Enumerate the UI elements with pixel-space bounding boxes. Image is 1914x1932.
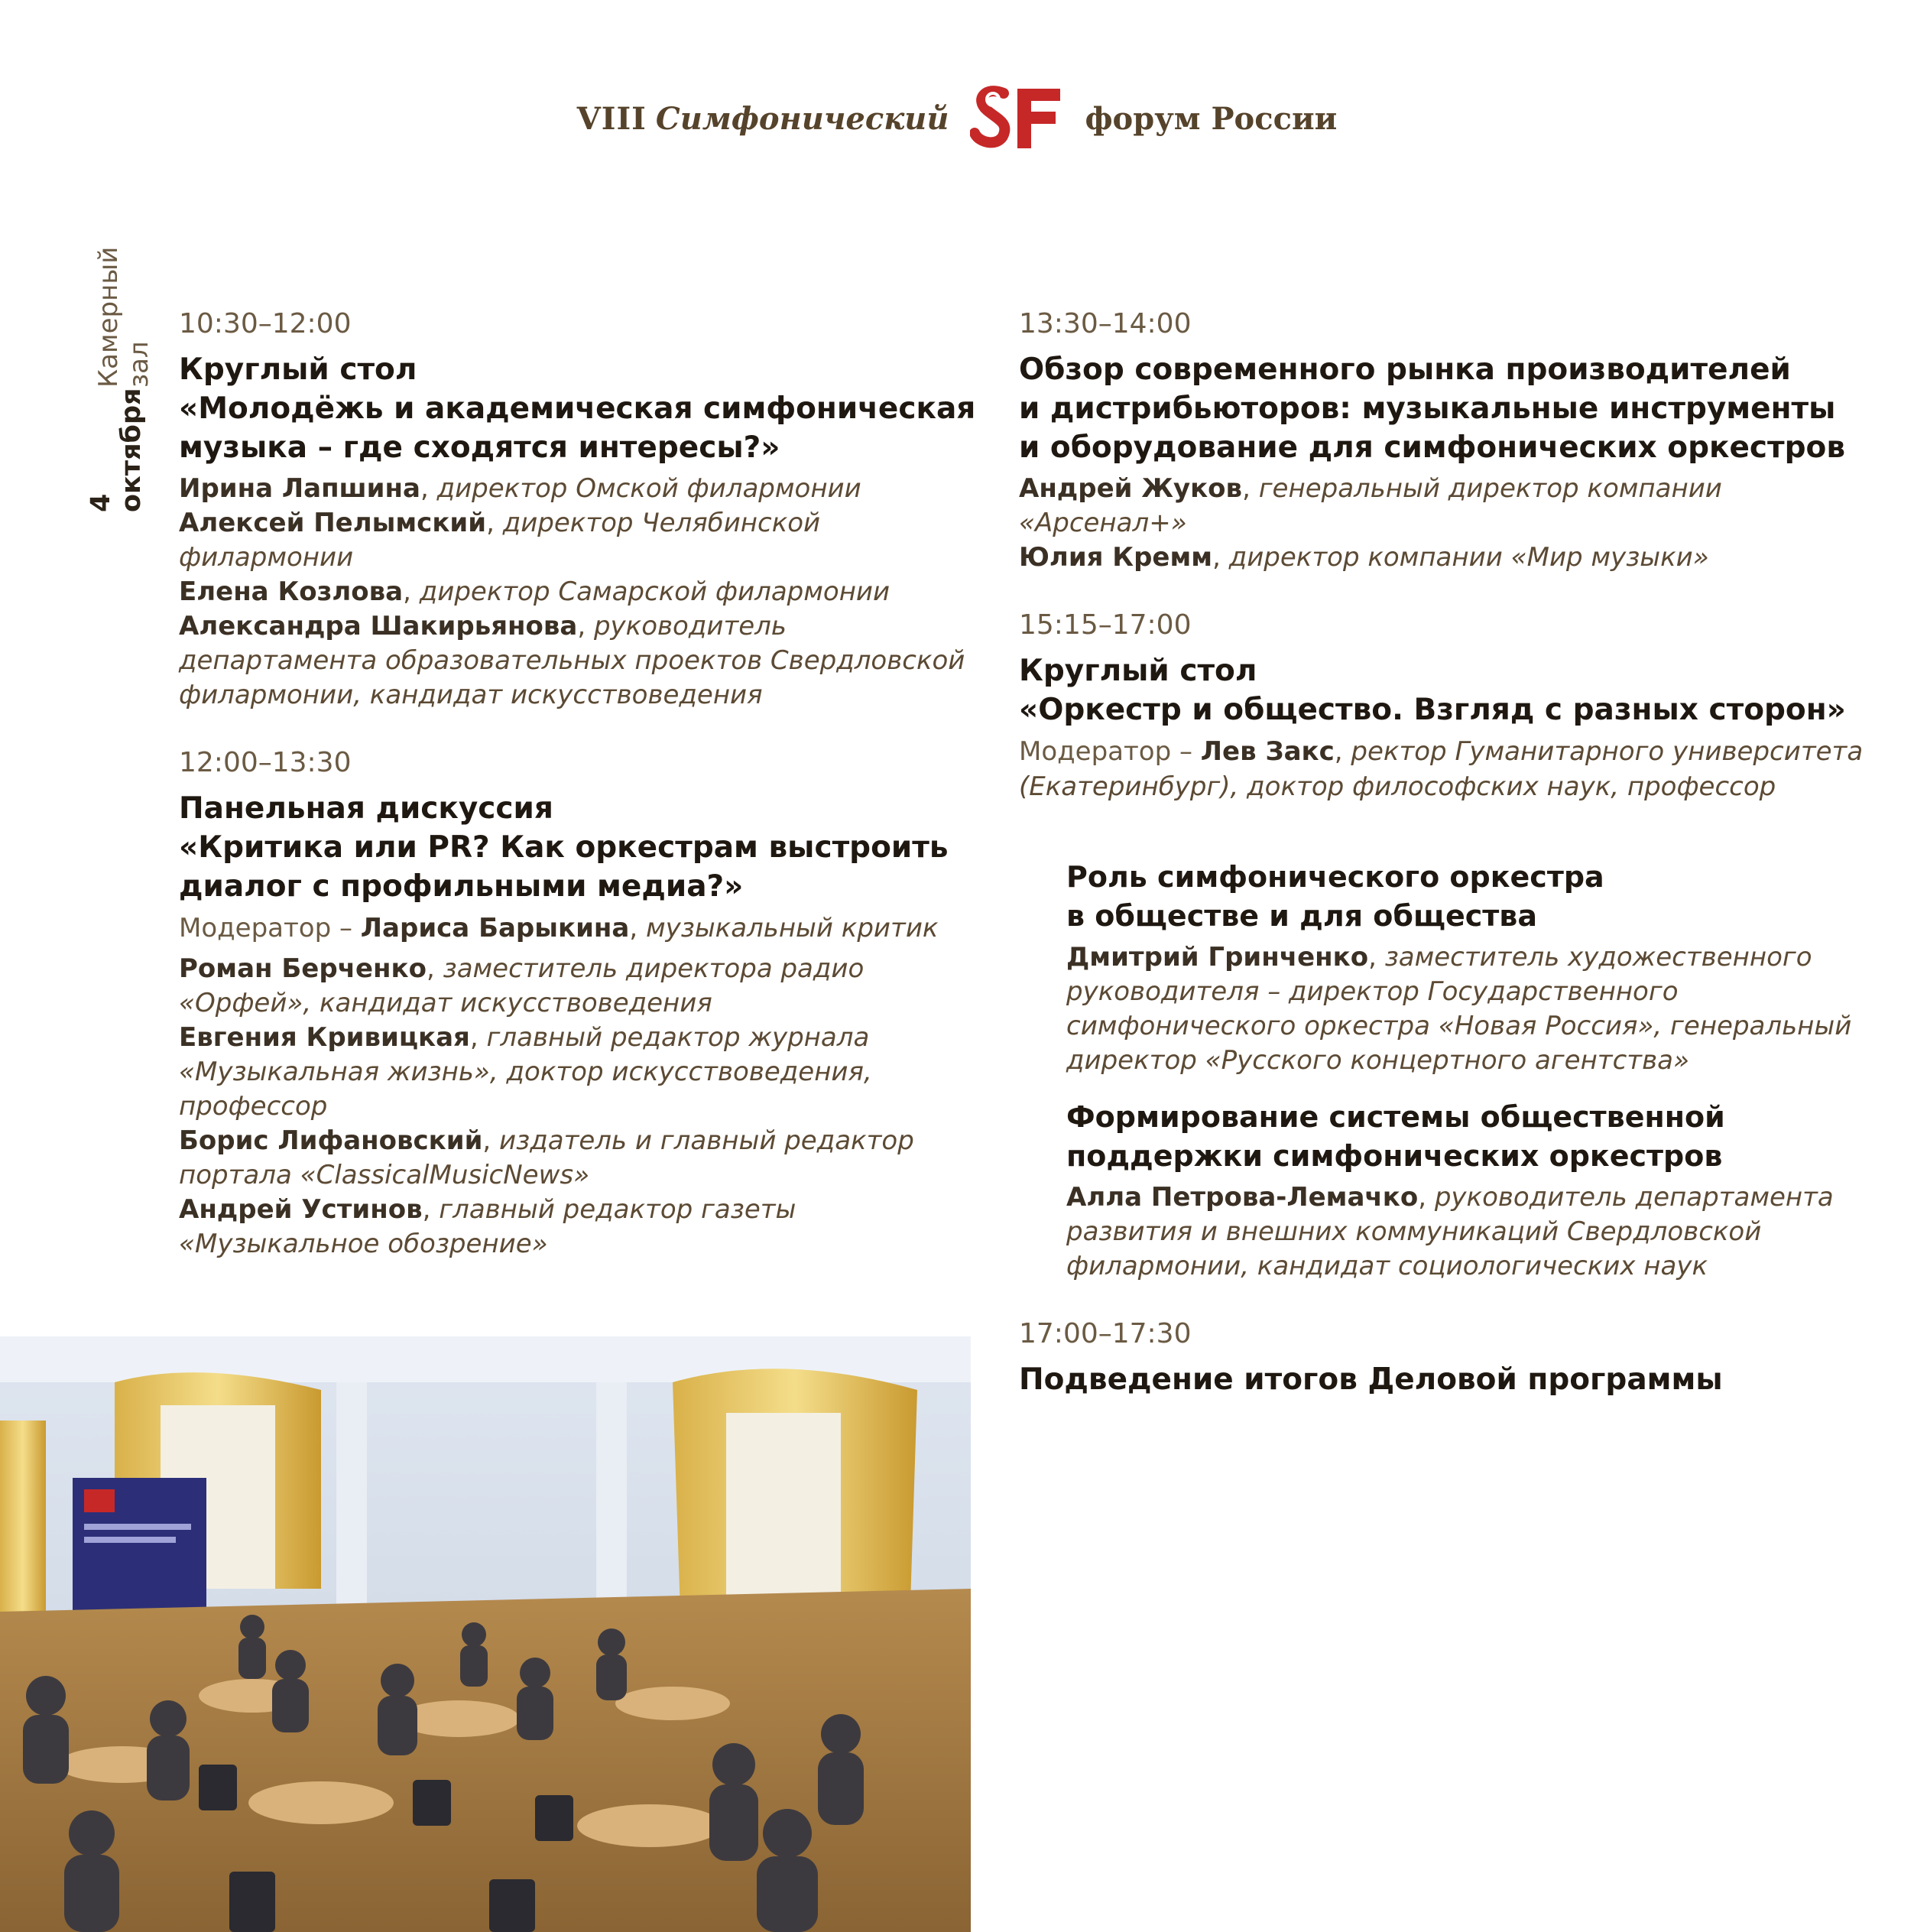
session-5: [1019, 1316, 1875, 1399]
moderator-role: ректор Гуманитарного университета (Екатеринбург), доктор философских наук, профессор: [1019, 736, 1864, 802]
speaker-role: заместитель художественного руководителя – директор Государственного симфонического оркестра «Новая Россия», генеральный директор «Русского концертного агентства»: [1066, 942, 1852, 1076]
session-time: 13:30–14:00: [1019, 308, 1192, 339]
speaker-role: директор Челябинской филармонии: [179, 508, 821, 573]
speaker-role: генеральный директор компании «Арсенал+»: [1019, 473, 1722, 538]
conference-photo-illustration: [0, 1336, 971, 1932]
subtopic-title-line: поддержки симфонических оркестров: [1066, 1139, 1723, 1173]
speaker-role: директор компании «Мир музыки»: [1228, 542, 1709, 573]
speaker: Юлия Кремм, директор компании «Мир музыки»: [1019, 542, 1709, 573]
session-1: [179, 306, 974, 713]
speaker: Андрей Жуков, генеральный директор компании «Арсенал+»: [1019, 473, 1722, 538]
session-3: [1019, 306, 1875, 575]
session-title-line: диалог с профильными медиа?»: [179, 869, 744, 904]
subtopic-title-line: Роль симфонического оркестра: [1066, 860, 1604, 894]
right-column: [1019, 306, 1875, 1431]
speaker: Дмитрий Гринченко, заместитель художественного руководителя – директор Государственного симфонического оркестра «Новая Россия», генеральный директор «Русского концертного агентства»: [1066, 942, 1852, 1076]
speaker-name: Ирина Лапшина: [179, 473, 420, 504]
header-symphonic: Симфонический: [655, 100, 949, 137]
forum-header: [0, 76, 1914, 161]
speaker-name: Елена Козлова: [179, 576, 404, 607]
session-time: 15:15–17:00: [1019, 609, 1192, 641]
speaker-name: Андрей Устинов: [179, 1194, 423, 1225]
speaker-role: руководитель департамента образовательных проектов Свердловской филармонии, кандидат искусствоведения: [179, 611, 965, 710]
subtopic-title: [1066, 858, 1875, 936]
speaker: Алла Петрова-Лемачко, руководитель департамента развития и внешних коммуникаций Свердловской филармонии, кандидат социологических наук: [1066, 1182, 1834, 1281]
speaker-role: заместитель директора радио «Орфей», кандидат искусствоведения: [179, 953, 865, 1018]
speaker-role: издатель и главный редактор портала «ClassicalMusicNews»: [179, 1125, 914, 1190]
sf-logo-icon: [970, 80, 1069, 157]
speaker-name: Юлия Кремм: [1019, 542, 1213, 573]
speaker-role: директор Самарской филармонии: [419, 576, 890, 607]
session-title-line: «Молодёжь и академическая симфоническая: [179, 391, 976, 426]
session-2: [179, 745, 974, 1261]
session-title: [1019, 1360, 1875, 1399]
speaker-name: Андрей Жуков: [1019, 473, 1243, 504]
event-hall: Камерный зал: [93, 247, 154, 388]
speaker-name: Дмитрий Гринченко: [1066, 942, 1369, 972]
speaker: Елена Козлова, директор Самарской филармонии: [179, 576, 890, 607]
session-title-line: Обзор современного рынка производителей: [1019, 352, 1791, 387]
speaker-role: главный редактор журнала «Музыкальная жизнь», доктор искусствоведения, профессор: [179, 1022, 872, 1122]
session-title-line: «Критика или PR? Как оркестрам выстроить: [179, 830, 949, 865]
speaker: Алексей Пелымский, директор Челябинской филармонии: [179, 508, 821, 573]
session-title-line: и оборудование для симфонических оркестров: [1019, 430, 1846, 465]
session-time: 10:30–12:00: [179, 308, 352, 339]
speaker-role: главный редактор газеты «Музыкальное обозрение»: [179, 1194, 796, 1259]
session-time: 17:00–17:30: [1019, 1318, 1192, 1349]
moderator-label: Модератор –: [179, 913, 352, 943]
session-4: [1019, 607, 1875, 1284]
session-title-line: и дистрибьюторов: музыкальные инструменты: [1019, 391, 1836, 426]
header-rest: форум России: [1085, 100, 1338, 137]
subtopic-title: [1066, 1098, 1875, 1176]
event-date: 4 октября: [86, 388, 147, 512]
side-labels: [86, 247, 154, 512]
session-title: [179, 350, 974, 467]
speaker: Евгения Кривицкая, главный редактор журнала «Музыкальная жизнь», доктор искусствоведения, профессор: [179, 1022, 872, 1122]
subtopic-2: [1066, 1098, 1875, 1284]
speaker-name: Евгения Кривицкая: [179, 1022, 470, 1053]
speaker-name: Александра Шакирьянова: [179, 611, 578, 641]
header-roman: VIII: [576, 100, 647, 137]
speaker-role: руководитель департамента развития и внешних коммуникаций Свердловской филармонии, кандидат социологических наук: [1066, 1182, 1834, 1281]
speaker-role: директор Омской филармонии: [436, 473, 861, 504]
session-type: Панельная дискуссия: [179, 791, 553, 826]
session-type: Круглый стол: [179, 352, 417, 387]
subtopic-title-line: Формирование системы общественной: [1066, 1100, 1725, 1134]
speaker: Андрей Устинов, главный редактор газеты «Музыкальное обозрение»: [179, 1194, 796, 1259]
moderator-name: Лариса Барыкина: [360, 913, 630, 943]
moderator: Модератор – Лев Закс, ректор Гуманитарного университета (Екатеринбург), доктор философских наук, профессор: [1019, 736, 1864, 802]
moderator-label: Модератор –: [1019, 736, 1192, 767]
session-time: 12:00–13:30: [179, 747, 352, 778]
speaker-name: Борис Лифановский: [179, 1125, 483, 1156]
session-title: [1019, 350, 1875, 467]
session-title: [1019, 651, 1875, 729]
speaker-name: Алексей Пелымский: [179, 508, 487, 538]
session-type: Круглый стол: [1019, 654, 1257, 688]
speaker-name: Алла Петрова-Лемачко: [1066, 1182, 1419, 1213]
session-title-line: «Оркестр и общество. Взгляд с разных сторон»: [1019, 693, 1846, 727]
session-title-line: Подведение итогов Деловой программы: [1019, 1362, 1723, 1397]
speaker: Роман Берченко, заместитель директора радио «Орфей», кандидат искусствоведения: [179, 953, 865, 1018]
session-title-line: музыка – где сходятся интересы?»: [179, 430, 780, 465]
left-column: [179, 306, 974, 1294]
subtopic-title-line: в обществе и для общества: [1066, 899, 1537, 933]
speaker: Борис Лифановский, издатель и главный редактор портала «ClassicalMusicNews»: [179, 1125, 914, 1190]
moderator: Модератор – Лариса Барыкина, музыкальный критик: [179, 913, 939, 943]
moderator-name: Лев Закс: [1200, 736, 1335, 767]
session-title: [179, 789, 974, 906]
conference-photo: [0, 1336, 971, 1932]
speaker-name: Роман Берченко: [179, 953, 427, 984]
moderator-role: музыкальный критик: [645, 913, 939, 943]
subtopic-1: [1066, 858, 1875, 1078]
speaker: Ирина Лапшина, директор Омской филармонии: [179, 473, 861, 504]
speaker: Александра Шакирьянова, руководитель департамента образовательных проектов Свердловской филармонии, кандидат искусствоведения: [179, 611, 965, 710]
